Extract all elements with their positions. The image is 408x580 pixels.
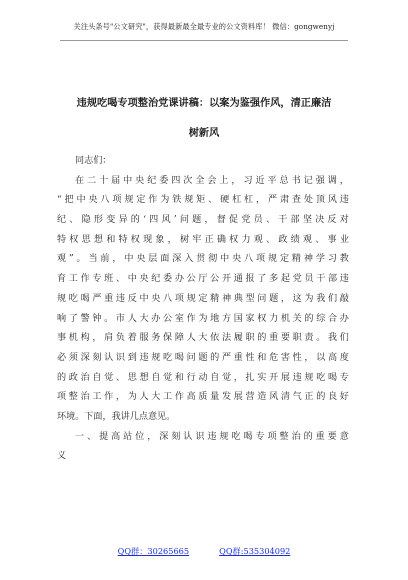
body-line: 事 机 构 ， 肩 负 着 服 务 保 障 人 大 依 法 履 职 的 重 要 职 责 。 我 们 [57, 333, 349, 344]
body-line: 特 权 思 想 和 特 权 现 象 ， 树 牢 正 确 权 力 观 、 政 绩 观 、 事 业 [57, 234, 349, 245]
header-divider [60, 40, 348, 41]
document-title-line-2: 树新风 [188, 128, 220, 139]
body-line: 响 了 警 钟 。 市 人 大 办 公 室 作 为 地 方 国 家 权 力 机 关 的 综 合 办 [57, 313, 349, 324]
footer [0, 546, 408, 557]
body-line: 育 工 作 专 班 、 中 央 纪 委 办 公 厅 公 开 通 报 了 多 起 党 员 干 部 违 [57, 274, 349, 285]
body-line: 观 ” 。 当 前 ， 中 央 层 面 深 入 贯 彻 中 央 八 项 规 定 精 神 学 习 教 [57, 254, 349, 265]
body-line: 纪 、 隐 形 变 异 的 ‘ 四 风 ’ 问 题 ， 督 促 党 员 、 干 部 坚 决 反 对 [57, 215, 349, 226]
header-note: 关注头条号"公文研究"，获得最新最全最专业的公文资料库！ 微信：gongwenyj [73, 22, 335, 31]
body-line: 的 政 治 自 觉 、 思 想 自 觉 和 行 动 自 觉 ， 扎 实 开 展 违 规 吃 喝 专 [57, 372, 349, 383]
footer-qq-group-1[interactable]: QQ群：30265665 [117, 546, 190, 556]
body-line: 一 、 提 高 站 位 ， 深 刻 认 识 违 规 吃 喝 专 项 整 治 的 重 要 意 [75, 431, 349, 442]
body-line: 环境。下面，我讲几点意见。 [57, 411, 176, 422]
document-body [57, 152, 349, 467]
document-title-line-1: 违规吃喝专项整治党课讲稿：以案为鉴强作风，清正廉洁 [76, 98, 332, 109]
body-line: 必 须 深 刻 认 识 到 违 规 吃 喝 问 题 的 严 重 性 和 危 害 性 ， 以 高 度 [57, 352, 349, 363]
body-line: 义 [57, 451, 67, 462]
body-line: 在 二 十 届 中 央 纪 委 四 次 全 会 上 ， 习 近 平 总 书 记 强 调 ， [75, 175, 349, 186]
body-lines [57, 172, 349, 467]
body-line: 项 整 治 工 作 ， 为 人 大 工 作 高 质 量 发 展 营 造 风 清 气 正 的 良 好 [57, 392, 349, 403]
footer-qq-group-2[interactable]: QQ群:535304092 [219, 546, 291, 556]
salutation: 同志们： [75, 156, 112, 166]
body-line: 规 吃 喝 严 重 违 反 中 央 八 项 规 定 精 神 典 型 问 题 ， 这 为 我 们 敲 [57, 293, 349, 304]
body-line: “ 把 中 央 八 项 规 定 作 为 铁 规 矩 、 硬 杠 杠 ， 严 肃 查 处 顶 风 违 [57, 195, 349, 206]
